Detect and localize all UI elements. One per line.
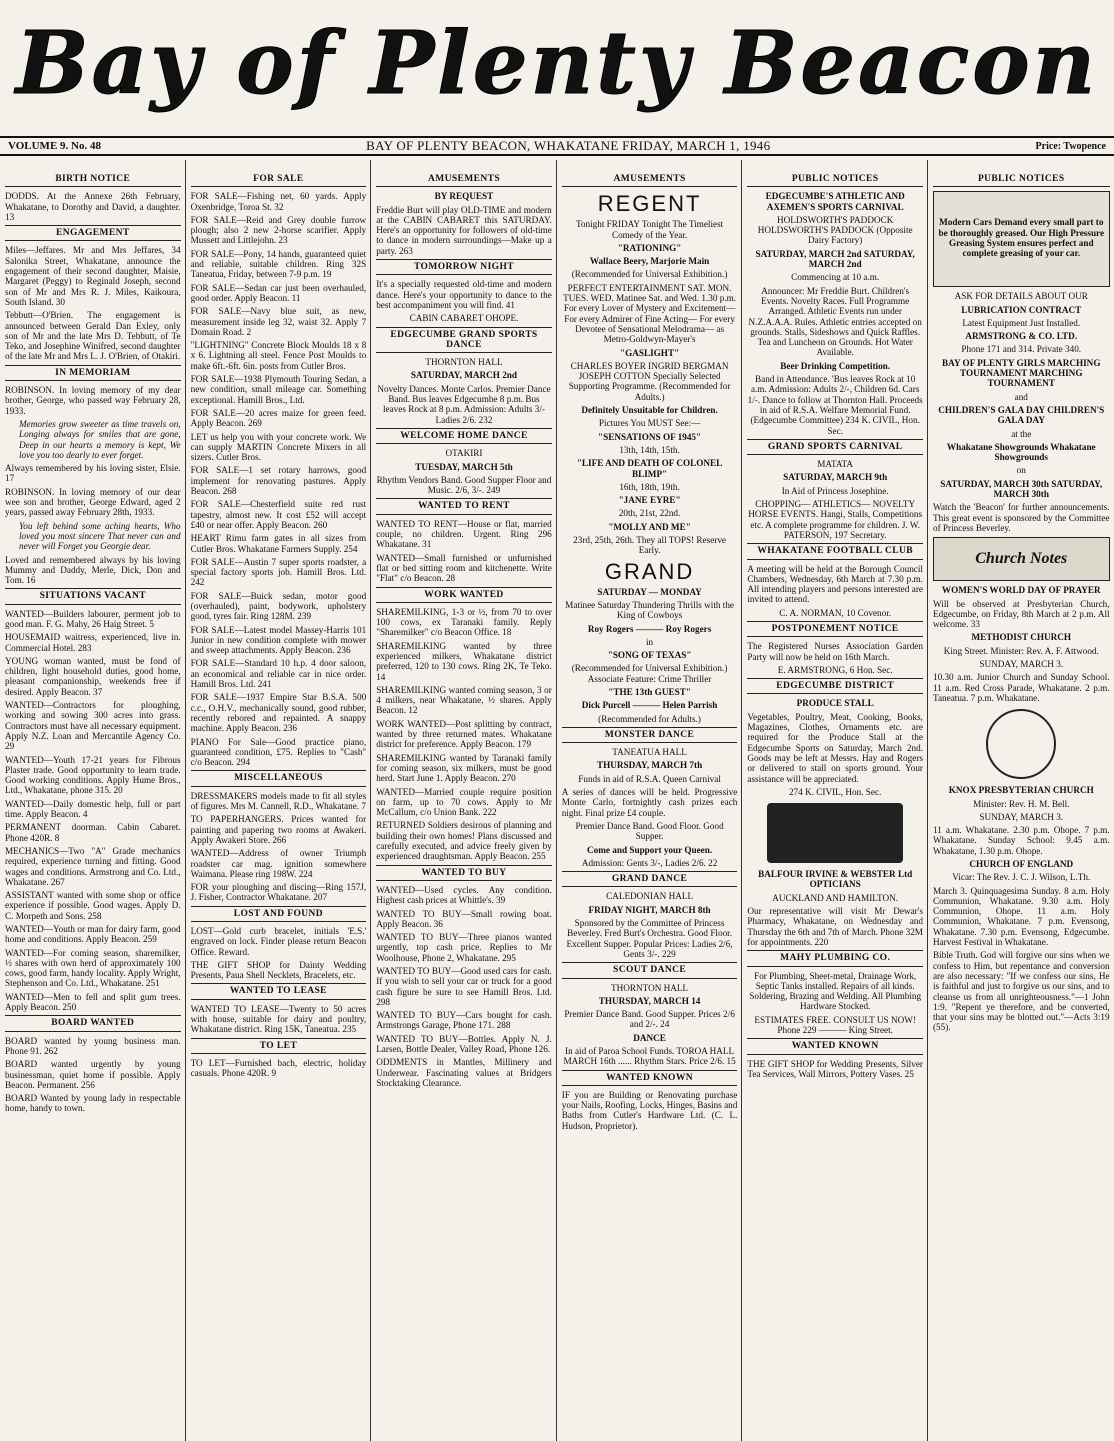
notice-text: ROBINSON. In loving memory of our dear wee son and brother, George Edward, aged 2 years, passed away February 28th, 1933. xyxy=(5,486,181,518)
notice-text: IF you are Building or Renovating purchase your Nails, Roofing, Locks, Hinges, Basins and Baths from Cutler's Hardware Ltd. (C. L. Hudson, Proprietor). xyxy=(561,1089,738,1131)
centered-bold-text: Beer Drinking Competition. xyxy=(780,360,891,371)
section-heading: WELCOME HOME DANCE xyxy=(376,428,552,444)
centered-bold-text: CHURCH OF ENGLAND xyxy=(969,858,1074,869)
notice-text: WORK WANTED—Post splitting by contract, wanted by three returned mates. Whakatane district for preference. Apply Beacon. 179 xyxy=(376,718,552,750)
section-heading: WANTED KNOWN xyxy=(747,1038,923,1054)
section-heading: GRAND SPORTS CARNIVAL xyxy=(747,439,923,455)
notice-text: FOR SALE—1937 Empire Star B.S.A. 500 c.c., O.H.V., mechanically sound, good rubber, recently rebored and repainted. A snappy machine. Apply Beacon. 236 xyxy=(190,692,367,734)
section-heading: MONSTER DANCE xyxy=(562,727,738,743)
centered-text: Novelty Dances. Monte Carlos. Premier Dance Band. Bus leaves Edgecumbe 8 p.m. Bus leaves Rock at 8 p.m. Admission: Adults 3/- Ladies 2/6. 232 xyxy=(377,383,551,425)
memorial-verse: You left behind some aching hearts, Who loved you most sincere That never can and never will Forget you Georgie dear. xyxy=(19,520,181,552)
centered-text: AUCKLAND AND HAMILTON. xyxy=(772,892,899,903)
notice-text: SHAREMILKING wanted coming season, 3 or 4 milkers, near Whakatane, ½ shares. Apply Beacon. 12 xyxy=(376,684,552,716)
notice-text: WANTED TO BUY—Good used cars for cash. If you wish to sell your car or truck for a good cash figure be sure to see Hamill Bros. Ltd. 298 xyxy=(376,966,552,1007)
notice-text: YOUNG woman wanted, must be fond of children, light household duties, good home, pleasant companionship, weekends free if desired. Apply Beacon. 37 xyxy=(5,655,181,697)
centered-text: Admission: Gents 3/-, Ladies 2/6. 22 xyxy=(581,857,718,868)
notice-text: WANTED—Address of owner Triumph roadster car mag. ignition somewhere Waimana. Please ring 198W. 224 xyxy=(190,848,367,879)
centered-bold-text: PRODUCE STALL xyxy=(796,698,874,709)
notice-text: It's a specially requested old-time and modern dance. Here's your opportunity to dance to the best accompaniment you will find. 41 xyxy=(376,279,552,310)
centered-bold-text: THURSDAY, MARCH 7th xyxy=(596,760,703,771)
centered-text: MATATA xyxy=(817,459,854,470)
column-2 xyxy=(186,160,372,1441)
section-heading: SITUATIONS VACANT xyxy=(5,588,181,604)
centered-bold-text: METHODIST CHURCH xyxy=(971,632,1072,643)
notice-text: WANTED—Used cycles. Any condition. Highest cash prices at Whittle's. 39 xyxy=(376,884,552,906)
column-3 xyxy=(371,160,557,1441)
notice-text: 10.30 a.m. Junior Church and Sunday School. 11 a.m. Red Cross Parade, Whakatane. 2 p.m. Taneatua. 7 p.m. Whakatane. xyxy=(932,672,1110,703)
notice-text: FOR SALE—Navy blue suit, as new, measurement inside leg 32, waist 32. Apply 7 Domain Road. 2 xyxy=(190,306,367,337)
centered-bold-text: Whakatane Showgrounds Whakatane Showgrounds xyxy=(946,441,1096,463)
notice-text: MECHANICS—Two "A" Grade mechanics required, experience turning and fitting. Good wages and conditions. Armstrong and Co. Ltd., Whakatane. 267 xyxy=(5,845,181,887)
notice-text: Vegetables, Poultry, Meat, Cooking, Books, Magazines, Clothes, Ornaments etc. are required for the Produce Stall at the Edgecumbe Sports on Saturday, March 2nd. Goods may be left at Messrs. Hay and Rogers or delivered to stall on sports ground. Your assistance will be appreciated. xyxy=(747,711,923,784)
centered-text: at the xyxy=(1011,428,1032,439)
centered-bold-text: BY REQUEST xyxy=(434,191,494,202)
notice-text: PIANO For Sale—Good practice piano, guaranteed condition, £75. Replies to "Cash" c/o Beacon. 294 xyxy=(190,736,367,768)
centered-bold-text: LUBRICATION CONTRACT xyxy=(961,304,1082,315)
centered-text: (Recommended for Universal Exhibition.) xyxy=(571,269,728,280)
notice-text: THE GIFT SHOP for Wedding Presents, Silver Tea Services, Wall Mirrors, Pottery Vases. 25 xyxy=(747,1058,923,1079)
notice-text: Our representative will visit Mr Dewar's Pharmacy, Whakatane, on Wednesday and Thursday the 6th and 7th of March. Phone 32M for appointments. 220 xyxy=(747,906,923,947)
masthead-title: Bay of Plenty Beacon xyxy=(15,13,1099,114)
centered-text: in xyxy=(646,636,654,647)
notice-text: FOR SALE—Fishing net, 60 yards. Apply Oxenbridge, Toroa St. 32 xyxy=(190,191,367,212)
section-heading: PUBLIC NOTICES xyxy=(933,172,1110,187)
centered-bold-text: "SENSATIONS OF 1945" xyxy=(598,431,702,442)
centered-bold-text: Definitely Unsuitable for Children. xyxy=(581,405,718,416)
column-6 xyxy=(928,160,1114,1441)
centered-text: 13th, 14th, 15th. xyxy=(619,444,680,455)
notice-text: ASSISTANT wanted with some shop or office experience if possible. Good wages. Apply D. C. Morpeth and Sons. 258 xyxy=(5,890,181,921)
price-label: Price: Twopence xyxy=(1035,140,1106,152)
centered-text: Latest Equipment Just Installed. xyxy=(962,317,1081,328)
notice-text: The Registered Nurses Association Garden Party will now be held on 16th March. xyxy=(747,641,923,662)
theatre-name: REGENT xyxy=(597,191,702,217)
notice-text: WANTED TO LEASE—Twenty to 50 acres with house, suitable for dairy and poultry, Whakatane district. Ring 15K, Taneatua. 235 xyxy=(190,1003,367,1035)
section-heading: FOR SALE xyxy=(191,172,367,187)
section-heading: MAHY PLUMBING CO. xyxy=(747,950,923,966)
section-heading: WANTED KNOWN xyxy=(562,1070,738,1086)
centered-bold-text: DANCE xyxy=(633,1032,666,1043)
notice-text: WANTED TO BUY—Small rowing boat. Apply Beacon. 36 xyxy=(376,908,552,929)
car-greasing-advertisement xyxy=(933,191,1110,287)
centered-text: Announcer: Mr Freddie Burt. Children's Events. Novelty Races. Full Programme Arranged. Athletic Events run under N.Z.A.A.A. Rules. Athletic entries accepted on grounds. Stalls, Sideshows and Quick Raffles. Tea and Luncheon on Grounds. Hot Water Available. xyxy=(748,285,922,358)
centered-text: Band in Attendance. 'Bus leaves Rock at 10 a.m. Admission: Adults 2/-, Children 6d. Cars 1/-. Dance to follow at Thornton Hall. Proceeds in aid of R.S.A. Welfare Memorial Fund. (Edgecumbe Committee) 234 K. CIVIL, Hon. Sec. xyxy=(747,374,923,436)
notice-text: FOR SALE—1 set rotary harrows, good implement for renovating pastures. Apply Beacon. 268 xyxy=(190,465,367,497)
notice-text: WANTED TO RENT—House or flat, married couple, no children. Urgent. Ring 296 Whakatane. 31 xyxy=(376,518,552,550)
church-notes-banner: Church Notes xyxy=(933,537,1110,581)
section-heading: EDGECUMBE GRAND SPORTS DANCE xyxy=(376,327,552,354)
section-heading: AMUSEMENTS xyxy=(376,172,552,187)
section-heading: BOARD WANTED xyxy=(5,1015,181,1031)
notice-text: Freddie Burt will play OLD-TIME and modern at the CABIN CABARET this SATURDAY. Here's an opportunity for followers of old-time to dance in modern surroundings—Make up a party. 263 xyxy=(376,204,552,256)
centered-text: Rhythm Vendors Band. Good Supper Floor and Music. 2/6, 3/-. 249 xyxy=(376,474,552,496)
centered-text: E. ARMSTRONG, 6 Hon. Sec. xyxy=(777,664,893,675)
notice-text: ODDMENTS in Mantles, Millinery and Underwear. Fascinating values at Bridgers Stocktaking Clearance. xyxy=(376,1057,552,1088)
centered-text: on xyxy=(1016,465,1026,476)
centered-bold-text: THURSDAY, MARCH 14 xyxy=(598,995,701,1006)
centered-text: SUNDAY, MARCH 3. xyxy=(979,811,1064,822)
notice-text: 11 a.m. Whakatane. 2.30 p.m. Ohope. 7 p.m. Whakatane. Sunday School: 9.45 a.m. Whakatane, 1.30 p.m. Ohope. xyxy=(932,825,1110,856)
notice-text: BOARD wanted urgently by young businessman, quiet home if possible. Apply Beacon. Permanent. 256 xyxy=(5,1059,181,1090)
centered-text: Funds in aid of R.S.A. Queen Carnival xyxy=(578,773,721,784)
centered-bold-text: ARMSTRONG & CO. LTD. xyxy=(965,331,1078,342)
centered-bold-text: Roy Rogers ——— Roy Rogers xyxy=(587,623,712,634)
centered-bold-text: EDGECUMBE'S ATHLETIC AND AXEMEN'S SPORTS CARNIVAL xyxy=(765,191,905,212)
centered-text: OTAKIRI xyxy=(445,448,483,459)
centered-text: 23rd, 25th, 26th. They all TOPS! Reserve Early. xyxy=(573,535,726,556)
centered-bold-text: BAY OF PLENTY GIRLS MARCHING TOURNAMENT MARCHING TOURNAMENT xyxy=(942,357,1101,389)
notice-text: RETURNED Soldiers desirous of planning and building their own homes! Plans discussed and carefully executed, and advice freely given by experienced draughtsman. Apply Beacon. 255 xyxy=(376,820,552,862)
optician-logo xyxy=(767,803,903,863)
notice-text: FOR SALE—Austin 7 super sports roadster, a special factory sports job. Hamill Bros. Ltd. 242 xyxy=(190,556,367,588)
centered-text: 274 K. CIVIL, Hon. Sec. xyxy=(788,786,882,797)
centered-text: HOLDSWORTH'S PADDOCK HOLDSWORTH'S PADDOCK (Opposite Dairy Factory) xyxy=(757,214,913,246)
notice-text: Loved and remembered always by his loving Mummy and Daddy, Merle, Dick, Don and Tom. 16 xyxy=(5,554,181,586)
section-heading: PUBLIC NOTICES xyxy=(747,172,923,187)
notice-text: March 3. Quinquagesima Sunday. 8 a.m. Holy Communion, Whakatane. 9.30 a.m. Holy Communion, Ohope. 11 a.m. Holy Communion, Whakatane. 7 p.m. Evensong, Whakatane. 7.30 p.m. Evensong, Edgecumbe. Harvest Festival in Whakatane. xyxy=(932,885,1110,948)
centered-text: CHARLES BOYER INGRID BERGMAN JOSEPH COTTON Specially Selected Supporting Programme. (Recommended for Adults.) xyxy=(568,360,731,402)
centered-text: Pictures You MUST See:— xyxy=(598,418,701,429)
notice-text: FOR SALE—Sedan car just been overhauled, good order. Apply Beacon. 11 xyxy=(190,282,367,303)
centered-text: Premier Dance Band. Good Floor. Good Supper. xyxy=(575,820,724,842)
centered-bold-text: SATURDAY, MARCH 30th SATURDAY, MARCH 30th xyxy=(940,478,1103,500)
notice-text: WANTED—Youth or man for dairy farm, good home and conditions. Apply Beacon. 259 xyxy=(5,924,181,945)
section-heading: TO LET xyxy=(191,1038,367,1054)
centered-text: For Plumbing, Sheet-metal, Drainage Work, Septic Tanks installed. Repairs of all kinds. Soldering, Brazing and Welding. All Plumbing Hardware Stocked. xyxy=(749,970,922,1012)
church-seal-icon xyxy=(986,709,1056,779)
notice-text: FOR SALE—Reid and Grey double furrow plough; also 2 new 2-horse scarifier. Apply Mussett and Littlejohn. 23 xyxy=(190,214,367,246)
centered-text: Minister: Rev. H. M. Bell. xyxy=(973,798,1070,809)
centered-text: TANEATUA HALL xyxy=(612,747,687,758)
notice-text: FOR SALE—Buick sedan, motor good (overhauled), paint, bodywork, upholstery good, tyres fair. Ring 128M. 239 xyxy=(190,590,367,622)
notice-text: WANTED TO BUY—Bottles. Apply N. J. Larsen, Bottle Dealer, Valley Road, Phone 126. xyxy=(376,1033,552,1055)
notice-text: WANTED—Contractors for ploughing, working and sowing 300 acres into grass. Contractors must have all necessary equipment. Apply N.Z. Loan and Mercantile Agency Co. 29 xyxy=(5,700,181,752)
centered-bold-text: CHILDREN'S GALA DAY CHILDREN'S GALA DAY xyxy=(938,404,1105,426)
section-heading: WORK WANTED xyxy=(376,587,552,603)
centered-text: THORNTON HALL xyxy=(611,982,689,993)
centered-text: PERFECT ENTERTAINMENT SAT. MON. TUES. WED. Matinee Sat. and Wed. 1.30 p.m. For every Lover of Mystery and Excitement— For every Admirer of Fine Acting— For every Devotee of Sensational Melodrama— as Metro-Goldwyn-Mayer's xyxy=(563,282,737,345)
centered-bold-text: Dick Purcell ——— Helen Parrish xyxy=(581,700,718,711)
notice-text: Always remembered by his loving sister, Elsie. 17 xyxy=(5,463,181,484)
notice-text: WANTED—Daily domestic help, full or part time. Apply Beacon. 4 xyxy=(5,798,181,820)
notice-text: LET us help you with your concrete work. We can supply MARTIN Concrete Mixers in all sizers. Cutler Bros. xyxy=(190,431,367,463)
notice-text: HOUSEMAID waitress, experienced, live in. Commercial Hotel. 283 xyxy=(5,632,181,653)
centered-text: Commencing at 10 a.m. xyxy=(791,272,880,283)
notice-text: HEART Rimu farm gates in all sizes from Cutler Bros. Whakatane Farmers Supply. 254 xyxy=(190,533,367,554)
centered-text: ESTIMATES FREE. CONSULT US NOW! Phone 229 ——— King Street. xyxy=(754,1014,916,1035)
issue-info-bar xyxy=(0,136,1114,156)
notice-text: FOR SALE—Standard 10 h.p. 4 door saloon, an economical and reliable car in nice order. Hamill Bros. Ltd. 241 xyxy=(190,658,367,690)
notice-text: BOARD wanted by young business man. Phone 91. 262 xyxy=(5,1035,181,1056)
centered-text: Tonight FRIDAY Tonight The Timeliest Comedy of the Year. xyxy=(575,219,724,240)
section-heading: SCOUT DANCE xyxy=(562,962,738,978)
section-heading: AMUSEMENTS xyxy=(562,172,738,187)
centered-bold-text: SATURDAY, MARCH 2nd xyxy=(410,370,518,381)
notice-text: WANTED—Men to fell and split gum trees. Apply Beacon. 250 xyxy=(5,991,181,1013)
notice-text: ROBINSON. In loving memory of my dear brother, George, who passed way February 28, 1933. xyxy=(5,385,181,416)
notice-text: FOR SALE—20 acres maize for green feed. Apply Beacon. 269 xyxy=(190,407,367,429)
centered-text: 16th, 18th, 19th. xyxy=(619,481,680,492)
notice-text: DRESSMAKERS models made to fit all styles of figures. Mrs M. Cannell, R.D., Whakatane. 7 xyxy=(190,790,367,812)
centered-text: King Street. Minister: Rev. A. F. Attwood. xyxy=(943,645,1099,656)
centered-text: In aid of Paroa School Funds. TOROA HALL MARCH 16th ...... Rhythm Stars. Price 2/6. 15 xyxy=(563,1046,736,1067)
memorial-verse: Memories grow sweeter as time travels on, Longing always for smiles that are gone, Deep in our hearts a memory is kept, We love you too dearly to ever forget. xyxy=(19,418,181,460)
notice-text: FOR SALE—Pony, 14 hands, guaranteed quiet and reliable, suitable children. Ring 32S Taneatua, Friday, between 7-9 p.m. 19 xyxy=(190,248,367,280)
centered-text: SUNDAY, MARCH 3. xyxy=(979,659,1064,670)
centered-bold-text: "GASLIGHT" xyxy=(619,347,680,358)
section-heading: EDGECUMBE DISTRICT xyxy=(747,678,923,694)
centered-text: THORNTON HALL xyxy=(425,357,503,368)
section-heading: GRAND DANCE xyxy=(562,871,738,887)
notice-text: "LIGHTNING" Concrete Block Moulds 18 x 8 x 6. Lightning all steel. Fence Post Moulds to make 6ft.-6ft. 6in. posts from Cutler Bros. xyxy=(190,340,367,371)
centered-bold-text: WOMEN'S WORLD DAY OF PRAYER xyxy=(941,585,1101,596)
centered-bold-text: "MOLLY AND ME" xyxy=(608,521,691,532)
centered-text: Vicar: The Rev. J. C. J. Wilson, L.Th. xyxy=(952,872,1091,883)
centered-bold-text: KNOX PRESBYTERIAN CHURCH xyxy=(948,785,1094,796)
notice-text: SHAREMILKING wanted by three experienced milkers, Whakatane district preferred, 120 to 130 cows. Ring 2K, Te Teko. 14 xyxy=(376,640,552,682)
notice-text: WANTED—Married couple require position on farm, up to 70 cows. Apply to Mr McCallum, c/o Union Bank. 222 xyxy=(376,786,552,818)
notice-text: WANTED—For coming season, sharemilker, ½ shares with own herd of approximately 100 cows, good farm, handy locality. Apply Wright, Stephenson and Co. Ltd., Whakatane. 251 xyxy=(5,947,181,989)
notice-text: Miles—Jeffares. Mr and Mrs Jeffares, 34 Salonika Street, Whakatane, announce the engagement of their second daughter, Maisie, Margaret (Peggy) to Reginald Joseph, second son of Mr and Mrs R. J. Miles, Kaikoura, South Island. 30 xyxy=(5,245,181,307)
notice-text: FOR SALE—Latest model Massey-Harris 101 Junior in new condition complete with mower and sweep attachments. Apply Beacon. 236 xyxy=(190,624,367,656)
section-heading: LOST AND FOUND xyxy=(191,906,367,922)
notice-text: Bible Truth. God will forgive our sins when we confess to Him, but repentance and conversion are also necessary: "If we confess our sins, He is faithful and just to forgive us our sins, and to cleanse us from all unrighteousness."—1 John 1:9. "Repent ye therefore, and be converted, that your sins may be blotted out."—Acts 3:19 (55). xyxy=(932,950,1110,1033)
notice-text: SHAREMILKING, 1-3 or ½, from 70 to over 100 cows, ex Taranaki family. Reply "Sharemilker" c/o Beacon Office. 18 xyxy=(376,606,552,638)
column-5 xyxy=(742,160,928,1441)
theatre-name: GRAND xyxy=(604,558,695,584)
notice-text: FOR SALE—1938 Plymouth Touring Sedan, a new condition, small mileage car. Something exceptional. Hamill Bros., Ltd. xyxy=(190,374,367,405)
centered-text: 20th, 21st, 22nd. xyxy=(618,508,681,519)
centered-bold-text: Come and Support your Queen. xyxy=(586,844,713,855)
notice-text: BOARD Wanted by young lady in respectable home, handy to town. xyxy=(5,1093,181,1114)
notice-text: TO PAPERHANGERS. Prices wanted for painting and papering two rooms at Awakeri. Apply Awakeri Store. 266 xyxy=(190,814,367,845)
notice-text: WANTED TO BUY—Three pianos wanted urgently, top cash price. Replies to Mr Woolhouse, Phone 2, Whakatane. 295 xyxy=(376,932,552,963)
centered-text: (Recommended for Adults.) xyxy=(598,713,701,724)
centered-bold-text: "THE 13th GUEST" xyxy=(608,686,691,697)
section-heading: MISCELLANEOUS xyxy=(191,770,367,786)
section-heading: WANTED TO LEASE xyxy=(191,983,367,999)
masthead xyxy=(0,0,1114,136)
notice-text: SHAREMILKING wanted by Taranaki family for coming season, six milkers, must be good herd. Start June 1. Apply Beacon. 270 xyxy=(376,752,552,784)
notice-text: WANTED—Youth 17-21 years for Fibrous Plaster trade. Good opportunity to learn trade. Good working conditions. Apply Hume Bros., Ltd., Whakatane, phone 315. 20 xyxy=(5,754,181,796)
notice-text: TO LET—Furnished bach, electric, holiday casuals. Phone 420R. 9 xyxy=(190,1057,367,1079)
centered-text: Sponsored by the Committee of Princess Beverley. Fred Burt's Orchestra. Good Floor. Excellent Supper. Popular Prices: Ladies 2/6, Gents 3/-. 229 xyxy=(566,918,733,959)
volume-number: VOLUME 9. No. 48 xyxy=(8,140,101,152)
centered-bold-text: "SONG OF TEXAS" xyxy=(607,650,692,661)
notice-text: LOST—Gold curb bracelet, initials 'E.S.' engraved on lock. Finder please return Beacon Office. Reward. xyxy=(190,926,367,957)
centered-text: Matinee Saturday Thundering Thrills with the King of Cowboys xyxy=(565,599,734,621)
centered-text: and xyxy=(1014,391,1028,402)
notice-text: WANTED—Builders labourer, perment job to good man. F. G. Mahy, 26 Haig Street. 5 xyxy=(5,608,181,629)
notice-text: Will be observed at Presbyterian Church, Edgecumbe, on Friday, 8th March at 2 p.m. All welcome. 33 xyxy=(932,598,1110,630)
centered-bold-text: FRIDAY NIGHT, MARCH 8th xyxy=(588,904,711,915)
centered-text: ASK FOR DETAILS ABOUT OUR xyxy=(954,291,1088,302)
centered-bold-text: "RATIONING" xyxy=(617,242,682,253)
section-heading: ENGAGEMENT xyxy=(5,225,181,241)
centered-text: CALEDONIAN HALL xyxy=(606,891,694,902)
centered-bold-text: TUESDAY, MARCH 5th xyxy=(415,461,513,472)
centered-bold-text: "LIFE AND DEATH OF COLONEL BLIMP" xyxy=(576,458,723,479)
issue-dateline: BAY OF PLENTY BEACON, WHAKATANE FRIDAY, MARCH 1, 1946 xyxy=(366,138,771,153)
centered-bold-text: SATURDAY, MARCH 9th xyxy=(783,472,888,483)
section-heading: BIRTH NOTICE xyxy=(5,172,181,187)
notice-text: FOR SALE—Chesterfield suite red rust tapestry, almost new. It cost £52 will accept £40 or near offer. Apply Beacon. 260 xyxy=(190,499,367,530)
notice-text: WANTED—Small furnished or unfurnished flat or bed sitting room and kitchenette. Write "Flat" c/o Beacon. 28 xyxy=(376,552,552,584)
centered-text: CABIN CABARET OHOPE. xyxy=(409,313,519,324)
section-heading: WANTED TO RENT xyxy=(376,498,552,514)
notice-text: WANTED TO BUY—Cars bought for cash. Armstrongs Garage, Phone 171. 288 xyxy=(376,1010,552,1031)
columns xyxy=(0,160,1114,1441)
notice-text: PERMANENT doorman. Cabin Cabaret. Phone 420R. 8 xyxy=(5,822,181,843)
centered-bold-text: "JANE EYRE" xyxy=(618,495,681,506)
notice-text: A meeting will be held at the Borough Council Chambers, Wednesday, 6th March at 7.30 p.m. All intending players and persons interested are invited to attend. xyxy=(747,563,923,605)
centered-text: CHOPPING— ATHLETICS— NOVELTY HORSE EVENTS. Hangi, Stalls, Competitions etc. A complete programme for children. J. W. PATERSON, 197 Secretary. xyxy=(748,499,923,540)
section-heading: IN MEMORIAM xyxy=(5,365,181,381)
centered-text: C. A. NORMAN, 10 Covenor. xyxy=(779,607,892,618)
notice-text: FOR your ploughing and discing—Ring 157J, J. Fisher, Contractor Whakatane. 207 xyxy=(190,882,367,903)
section-heading: POSTPONEMENT NOTICE xyxy=(747,621,923,637)
centered-text: In Aid of Princess Josephine. xyxy=(781,485,889,496)
optician-name: BALFOUR IRVINE & WEBSTER Ltd OPTICIANS xyxy=(758,869,913,890)
ad-text: Modern Cars Demand every small part to be thoroughly greased. Our High Pressure Greasing System ensures perfect and complete greasing of your car. xyxy=(938,217,1105,259)
notice-text: DODDS. At the Annexe 26th February, Whakatane, to Dorothy and David, a daughter. 13 xyxy=(5,191,181,222)
section-heading: WHAKATANE FOOTBALL CLUB xyxy=(747,543,923,559)
notice-text: Watch the 'Beacon' for further announcements. This great event is sponsored by the Committee of Princess Beverley. xyxy=(932,502,1110,533)
column-4 xyxy=(557,160,743,1441)
notice-text: THE GIFT SHOP for Dainty Wedding Presents, Paua Shell Necklets, Bracelets, etc. xyxy=(190,959,367,981)
centered-bold-text: SATURDAY — MONDAY xyxy=(597,586,702,597)
notice-text: A series of dances will be held. Progressive Monte Carlo, fortnightly cash prizes each night. Final prize £4 couple. xyxy=(561,787,738,818)
centered-bold-text: Wallace Beery, Marjorie Main xyxy=(589,256,710,267)
column-1 xyxy=(0,160,186,1441)
notice-text: Tebbutt—O'Brien. The engagement is announced between Gerald Dan Exley, only son of Mr and the late Mrs D. Tebbutt, of Te Teko, and Josephine Winifred, second daughter of the late Mr and Mrs L. J. O'Brien, of Otakiri. xyxy=(5,310,181,362)
centered-text: (Recommended for Universal Exhibition.) Associate Feature: Crime Thriller xyxy=(571,663,728,684)
centered-text: Premier Dance Band. Good Supper. Prices 2/6 and 2/-. 24 xyxy=(564,1009,735,1030)
centered-text: Phone 171 and 314. Private 340. xyxy=(961,344,1082,355)
section-heading: WANTED TO BUY xyxy=(376,865,552,881)
centered-bold-text: SATURDAY, MARCH 2nd SATURDAY, MARCH 2nd xyxy=(755,248,915,270)
section-heading: TOMORROW NIGHT xyxy=(376,259,552,275)
